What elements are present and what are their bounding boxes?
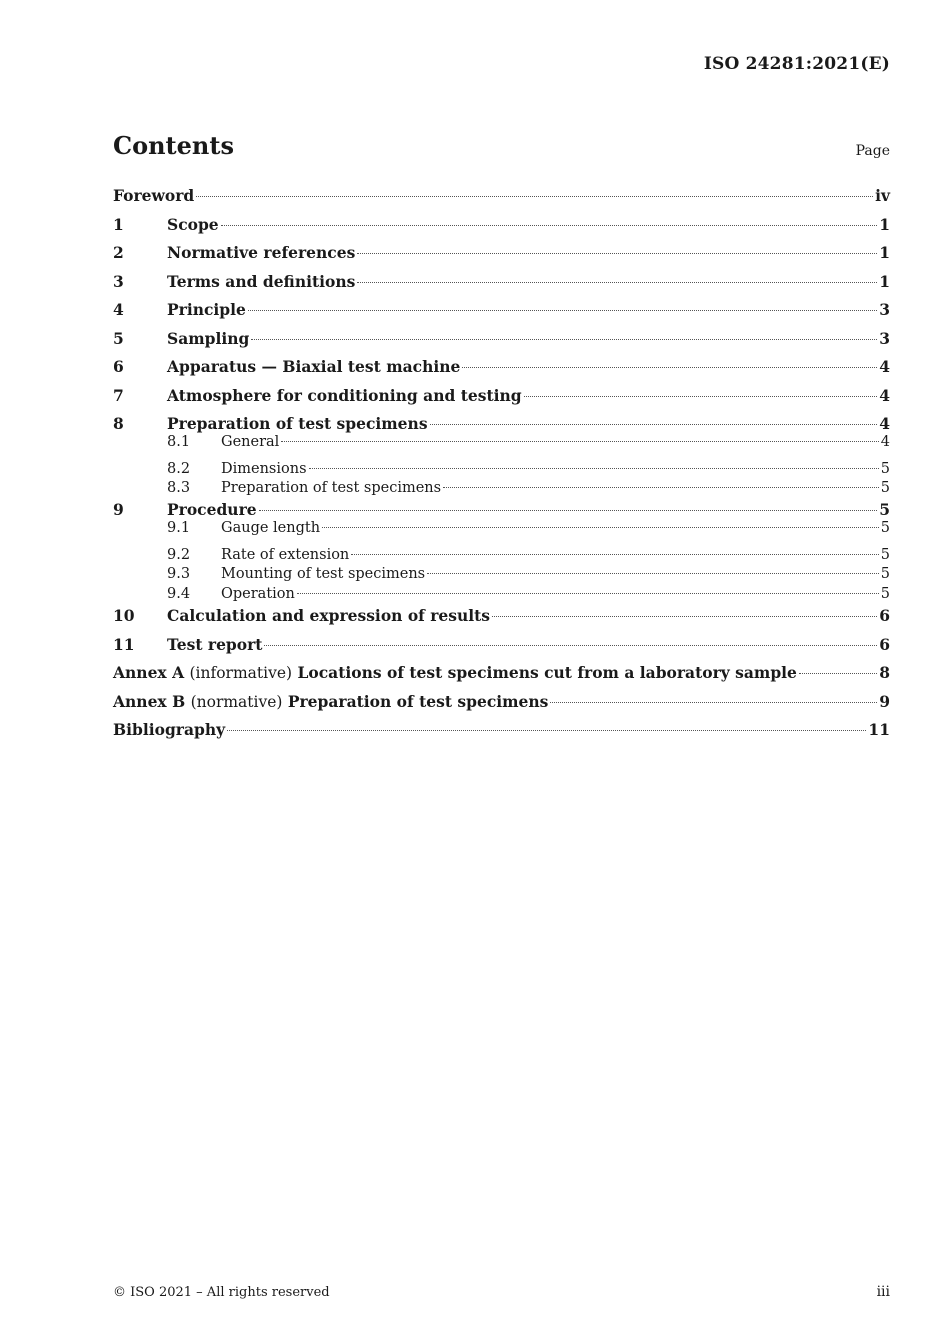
toc-leader-dots [462,367,877,368]
toc-entry-mounting[interactable] [113,565,890,584]
toc-leader-dots [427,573,879,574]
toc-page: 5 [880,547,890,564]
annex-prefix: Annex A [113,663,185,683]
toc-number: 3 [113,271,124,291]
toc-leader-dots [550,702,877,703]
toc-leader-dots [443,487,879,488]
toc-leader-dots [799,673,877,674]
toc-leader-dots [430,424,878,425]
toc-entry-general[interactable] [113,433,890,452]
toc-page: 3 [879,328,890,348]
toc-number: 4 [113,300,124,319]
toc-label: Terms and definitions [167,271,356,291]
toc-leader-dots [248,310,877,311]
toc-number: 8.1 [167,433,191,450]
toc-entry-apparatus[interactable] [113,355,890,384]
toc-page: 4 [879,357,890,376]
contents-title: Contents [113,131,234,160]
toc-leader-dots [264,645,877,646]
toc-leader-dots [297,593,879,594]
toc-label: Scope [167,214,219,234]
toc-entry-gauge-length[interactable] [113,519,890,538]
toc-page: 9 [879,691,890,711]
toc-entry-preparation-sub[interactable] [113,479,890,498]
toc-leader-dots [221,225,878,226]
toc-entry-operation[interactable] [113,585,890,604]
toc-number: 2 [113,243,124,262]
toc-number: 5 [113,328,124,348]
toc-leader-dots [251,339,877,340]
toc-leader-dots [259,510,878,511]
annex-qualifier: (normative) [190,692,283,711]
table-of-contents [113,184,890,747]
toc-leader-dots [196,196,873,197]
footer-copyright: © ISO 2021 – All rights reserved [113,1285,330,1300]
toc-number: 9.1 [167,519,191,536]
toc-number: 9 [113,500,124,520]
toc-page: 4 [880,433,890,450]
toc-label: Dimensions [221,460,307,477]
toc-page: 6 [879,606,890,626]
toc-number: 11 [113,634,135,654]
toc-leader-dots [357,253,877,254]
toc-entry-normative-references[interactable] [113,241,890,270]
toc-leader-dots [524,396,878,397]
toc-leader-dots [322,527,879,528]
footer-page-number: iii [876,1284,890,1300]
toc-entry-calculation[interactable] [113,604,890,633]
toc-number: 8 [113,414,124,433]
toc-leader-dots [351,554,878,555]
toc-entry-terms-and-definitions[interactable] [113,270,890,299]
toc-label: Rate of extension [221,547,350,564]
toc-label: Sampling [167,328,250,348]
toc-label: Preparation of test specimens [167,414,428,433]
toc-label: General [221,433,280,450]
toc-label [113,661,797,685]
toc-page: 11 [868,720,890,740]
toc-page: 6 [879,634,890,654]
toc-entry-annex-b[interactable] [113,690,890,719]
toc-label: Foreword [113,186,195,205]
toc-entry-principle[interactable] [113,298,890,327]
annex-title: Locations of test specimens cut from a laboratory sample [297,663,797,683]
toc-page: 4 [879,385,890,405]
toc-label: Operation [221,585,295,602]
annex-qualifier: (informative) [189,664,293,683]
toc-number: 1 [113,214,124,234]
toc-entry-scope[interactable] [113,213,890,242]
toc-leader-dots [357,282,877,283]
page-column-label: Page [855,143,890,159]
toc-page: 1 [879,243,890,262]
toc-entry-rate-of-extension[interactable] [113,546,890,565]
toc-label: Bibliography [113,720,226,740]
toc-label [113,690,548,714]
toc-page: 4 [879,414,890,433]
toc-entry-foreword[interactable] [113,184,890,213]
toc-number: 8.3 [167,480,191,497]
toc-page: 5 [880,460,890,477]
toc-leader-dots [227,730,866,731]
toc-label: Principle [167,300,246,319]
toc-page: 1 [879,271,890,291]
toc-label: Normative references [167,243,356,262]
toc-label: Apparatus — Biaxial test machine [167,357,461,376]
toc-number: 9.3 [167,566,191,583]
toc-entry-atmosphere[interactable] [113,384,890,413]
toc-entry-annex-a[interactable] [113,661,890,690]
toc-entry-test-report[interactable] [113,633,890,662]
toc-page: 5 [880,585,890,602]
document-id: ISO 24281:2021(E) [703,54,890,74]
toc-page: iv [875,186,890,205]
toc-leader-dots [281,441,878,442]
toc-label: Test report [167,634,263,654]
toc-label: Atmosphere for conditioning and testing [167,385,522,405]
toc-leader-dots [309,468,879,469]
toc-entry-bibliography[interactable] [113,718,890,747]
toc-label: Preparation of test specimens [221,480,442,497]
toc-page: 5 [880,519,890,536]
toc-number: 9.4 [167,585,191,602]
toc-entry-sampling[interactable] [113,327,890,356]
annex-prefix: Annex B [113,691,186,711]
toc-number: 6 [113,357,124,376]
toc-page: 1 [879,214,890,234]
annex-title: Preparation of test specimens [287,691,549,711]
toc-page: 5 [880,566,890,583]
toc-number: 8.2 [167,460,191,477]
toc-page: 5 [879,500,890,520]
toc-entry-dimensions[interactable] [113,460,890,479]
toc-number: 10 [113,606,135,626]
toc-page: 8 [879,663,890,683]
toc-label: Gauge length [221,519,321,536]
toc-page: 3 [879,300,890,319]
toc-label: Procedure [167,500,257,520]
toc-number: 9.2 [167,547,191,564]
toc-label: Mounting of test specimens [221,566,426,583]
toc-leader-dots [492,616,877,617]
toc-number: 7 [113,385,124,405]
toc-page: 5 [880,480,890,497]
toc-label: Calculation and expression of results [167,606,491,626]
